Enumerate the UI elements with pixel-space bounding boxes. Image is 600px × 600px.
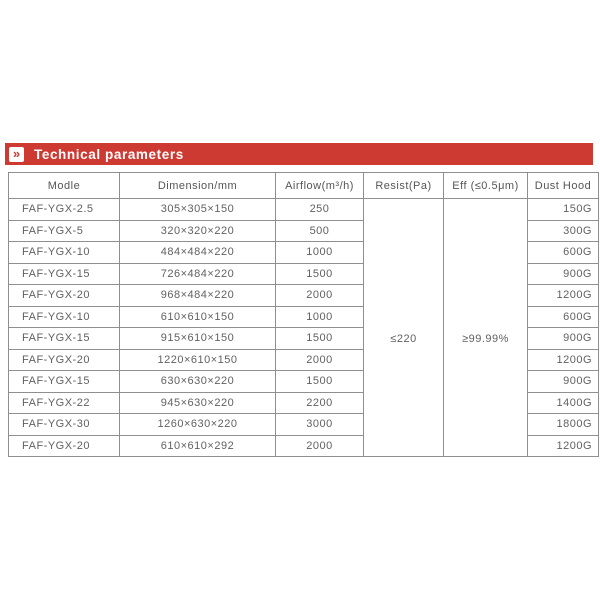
model-cell: FAF-YGX-15 (9, 263, 120, 285)
dimension-cell: 1220×610×150 (120, 349, 276, 371)
model-cell: FAF-YGX-2.5 (9, 199, 120, 221)
airflow-cell: 2000 (276, 435, 364, 457)
col-header-dust-hood: Dust Hood (528, 173, 599, 199)
dust-hood-cell: 900G (528, 328, 599, 350)
airflow-cell: 1500 (276, 263, 364, 285)
dimension-cell: 726×484×220 (120, 263, 276, 285)
dimension-cell: 484×484×220 (120, 242, 276, 264)
section-title: Technical parameters (34, 146, 184, 162)
model-cell: FAF-YGX-22 (9, 392, 120, 414)
airflow-cell: 2200 (276, 392, 364, 414)
dust-hood-cell: 1200G (528, 435, 599, 457)
col-header-airflow: Airflow(m³/h) (276, 173, 364, 199)
model-cell: FAF-YGX-20 (9, 435, 120, 457)
col-header-model: Modle (9, 173, 120, 199)
airflow-cell: 1000 (276, 242, 364, 264)
dust-hood-cell: 1200G (528, 285, 599, 307)
dust-hood-cell: 150G (528, 199, 599, 221)
airflow-cell: 2000 (276, 285, 364, 307)
dust-hood-cell: 1200G (528, 349, 599, 371)
airflow-cell: 1500 (276, 328, 364, 350)
model-cell: FAF-YGX-15 (9, 328, 120, 350)
resist-merged-cell: ≤220 (364, 199, 444, 457)
dust-hood-cell: 600G (528, 242, 599, 264)
model-cell: FAF-YGX-10 (9, 242, 120, 264)
dimension-cell: 968×484×220 (120, 285, 276, 307)
model-cell: FAF-YGX-20 (9, 349, 120, 371)
dimension-cell: 610×610×292 (120, 435, 276, 457)
eff-merged-cell: ≥99.99% (444, 199, 528, 457)
model-cell: FAF-YGX-20 (9, 285, 120, 307)
airflow-cell: 1000 (276, 306, 364, 328)
airflow-cell: 1500 (276, 371, 364, 393)
dust-hood-cell: 900G (528, 371, 599, 393)
dimension-cell: 1260×630×220 (120, 414, 276, 436)
airflow-cell: 2000 (276, 349, 364, 371)
col-header-eff: Eff (≤0.5μm) (444, 173, 528, 199)
section-title-bar (5, 143, 593, 165)
double-chevron-icon: » (9, 147, 24, 162)
model-cell: FAF-YGX-10 (9, 306, 120, 328)
dimension-cell: 945×630×220 (120, 392, 276, 414)
dust-hood-cell: 1800G (528, 414, 599, 436)
dimension-cell: 630×630×220 (120, 371, 276, 393)
model-cell: FAF-YGX-30 (9, 414, 120, 436)
airflow-cell: 500 (276, 220, 364, 242)
table-row (9, 199, 599, 221)
airflow-cell: 250 (276, 199, 364, 221)
airflow-cell: 3000 (276, 414, 364, 436)
col-header-dimension: Dimension/mm (120, 173, 276, 199)
dust-hood-cell: 1400G (528, 392, 599, 414)
spec-table (8, 172, 599, 457)
dust-hood-cell: 300G (528, 220, 599, 242)
dimension-cell: 610×610×150 (120, 306, 276, 328)
dust-hood-cell: 600G (528, 306, 599, 328)
dust-hood-cell: 900G (528, 263, 599, 285)
dimension-cell: 320×320×220 (120, 220, 276, 242)
model-cell: FAF-YGX-15 (9, 371, 120, 393)
col-header-resist: Resist(Pa) (364, 173, 444, 199)
header-row (9, 173, 599, 199)
model-cell: FAF-YGX-5 (9, 220, 120, 242)
dimension-cell: 305×305×150 (120, 199, 276, 221)
dimension-cell: 915×610×150 (120, 328, 276, 350)
